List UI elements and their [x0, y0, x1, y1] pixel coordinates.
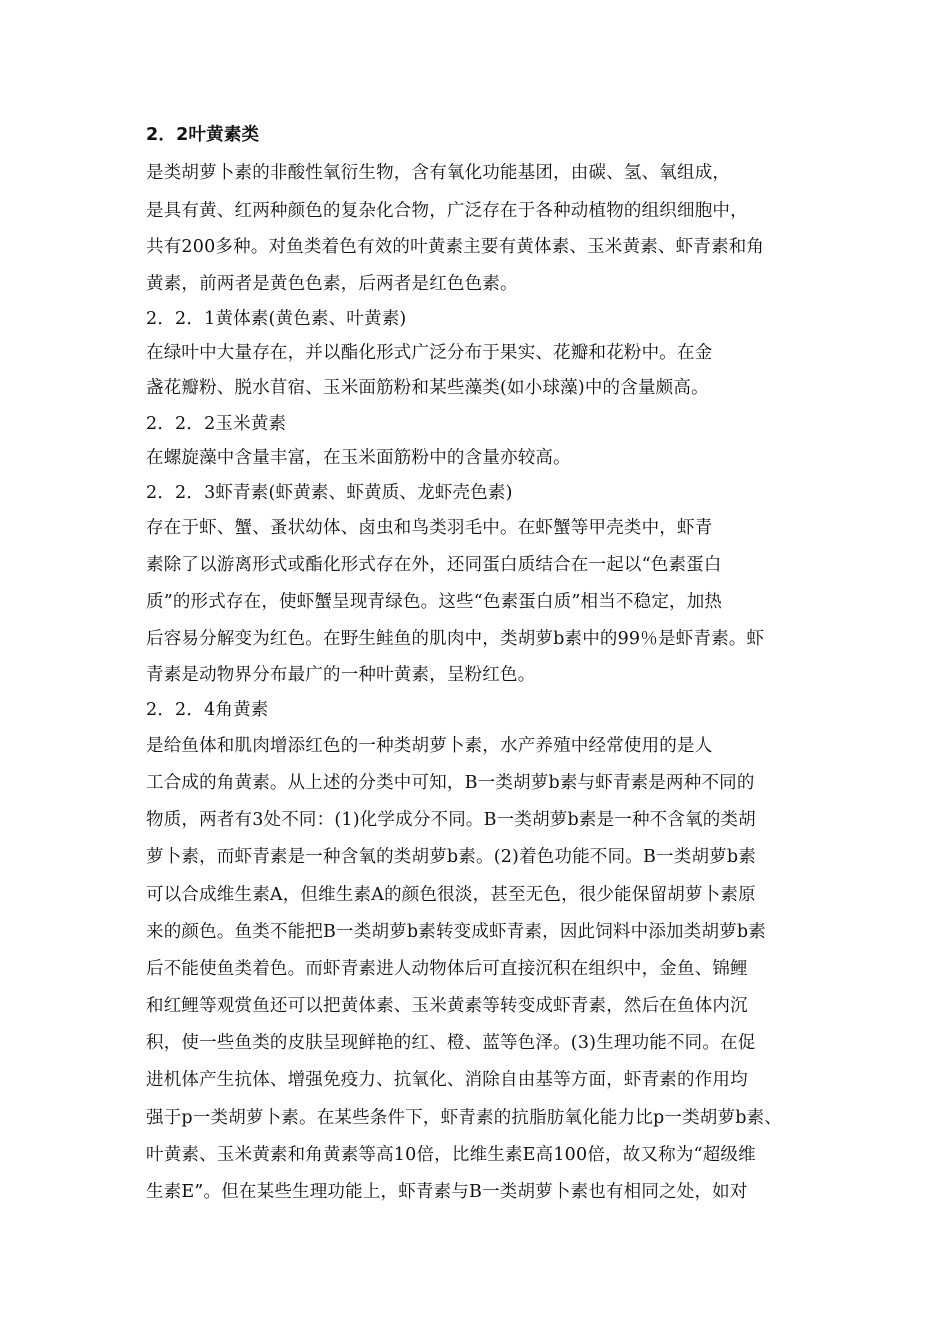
paragraph-line: 进机体产生抗体、增强免疫力、抗氧化、消除自由基等方面，虾青素的作用均: [146, 1070, 748, 1090]
paragraph-line: 生素E”。但在某些生理功能上，虾青素与B一类胡萝卜素也有相同之处，如对: [146, 1182, 748, 1202]
paragraph-line: 是具有黄、红两种颜色的复杂化合物，广泛存在于各种动植物的组织细胞中，: [146, 201, 748, 221]
paragraph-line: 来的颜色。鱼类不能把B一类胡萝b素转变成虾青素，因此饲料中添加类胡萝b素: [146, 922, 766, 942]
paragraph-line: 盏花瓣粉、脱水苜宿、玉米面筋粉和某些藻类(如小球藻)中的含量颇高。: [146, 378, 709, 398]
paragraph-line: 青素是动物界分布最广的一种叶黄素，呈粉红色。: [146, 665, 536, 685]
paragraph-line: 是类胡萝卜素的非酸性氧衍生物，含有氧化功能基团，由碳、氢、氧组成，: [146, 163, 731, 183]
heading-2-2-3: 2．2．3虾青素(虾黄素、虾黄质、龙虾壳色素): [146, 483, 513, 503]
paragraph-line: 在螺旋藻中含量丰富，在玉米面筋粉中的含量亦较高。: [146, 448, 571, 468]
heading-2-2-1: 2．2．1黄体素(黄色素、叶黄素): [146, 309, 407, 329]
paragraph-line: 工合成的角黄素。从上述的分类中可知，B一类胡萝b素与虾青素是两种不同的: [146, 773, 755, 793]
paragraph-line: 萝卜素，而虾青素是一种含氧的类胡萝b素。(2)着色功能不同。B一类胡萝b素: [146, 847, 756, 867]
paragraph-line: 黄素，前两者是黄色色素，后两者是红色色素。: [146, 274, 518, 294]
paragraph-line: 强于p一类胡萝卜素。在某些条件下，虾青素的抗脂肪氧化能力比p一类胡萝b素、: [146, 1108, 783, 1128]
paragraph-line: 物质，两者有3处不同：(1)化学成分不同。B一类胡萝b素是一种不含氧的类胡: [146, 810, 756, 830]
paragraph-line: 叶黄素、玉米黄素和角黄素等高10倍，比维生素E高100倍，故又称为“超级维: [146, 1145, 756, 1165]
paragraph-line: 和红鲤等观赏鱼还可以把黄体素、玉米黄素等转变成虾青素，然后在鱼体内沉: [146, 996, 748, 1016]
heading-2-2-4: 2．2．4角黄素: [146, 700, 269, 720]
paragraph-line: 可以合成维生素A，但维生素A的颜色很淡，甚至无色，很少能保留胡萝卜素原: [146, 885, 756, 905]
paragraph-line: 素除了以游离形式或酯化形式存在外，还同蛋白质结合在一起以“色素蛋白: [146, 555, 722, 575]
paragraph-line: 共有200多种。对鱼类着色有效的叶黄素主要有黄体素、玉米黄素、虾青素和角: [146, 237, 765, 257]
heading-2-2-2: 2．2．2玉米黄素: [146, 414, 287, 434]
paragraph-line: 是给鱼体和肌肉增添红色的一种类胡萝卜素，水产养殖中经常使用的是人: [146, 736, 713, 756]
paragraph-line: 存在于虾、蟹、蚤状幼体、卤虫和鸟类羽毛中。在虾蟹等甲壳类中，虾青: [146, 518, 713, 538]
paragraph-line: 在绿叶中大量存在，并以酯化形式广泛分布于果实、花瓣和花粉中。在金: [146, 343, 713, 363]
paragraph-line: 质”的形式存在，使虾蟹呈现青绿色。这些“色素蛋白质”相当不稳定，加热: [146, 592, 723, 612]
paragraph-line: 后容易分解变为红色。在野生鲑鱼的肌肉中，类胡萝b素中的99％是虾青素。虾: [146, 629, 765, 649]
paragraph-line: 后不能使鱼类着色。而虾青素进人动物体后可直接沉积在组织中，金鱼、锦鲤: [146, 959, 748, 979]
heading-2-2: 2．2叶黄素类: [146, 125, 260, 145]
paragraph-line: 积，使一些鱼类的皮肤呈现鲜艳的红、橙、蓝等色泽。(3)生理功能不同。在促: [146, 1033, 756, 1053]
